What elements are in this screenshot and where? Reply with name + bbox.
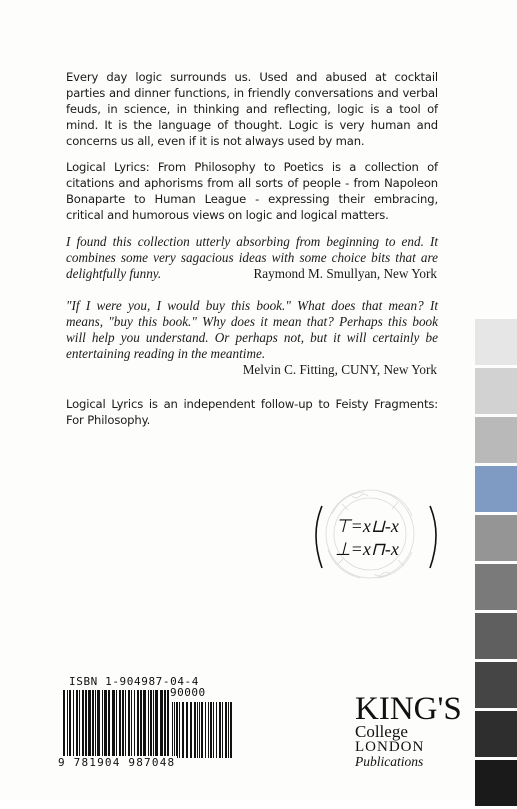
color-swatch [475,417,517,463]
publisher-logo [355,691,462,769]
endorsement-quote-1: I found this collection utterly absorbing from beginning to end. It combines some very sagacious ideas with some choice bits that are delightfully funny. [66,234,438,281]
color-swatch [475,662,517,708]
color-swatch-strip [475,319,517,809]
color-swatch [475,760,517,806]
color-swatch [475,564,517,610]
publisher-line-2: College [355,722,408,741]
color-swatch [475,319,517,365]
color-swatch [475,613,517,659]
description-paragraph-1: Every day logic surrounds us. Used and abused at cocktail parties and dinner functions, in friendly conversations and verbal feuds, in science, in thinking and reflecting, logic is a tool of mind. It is the language of thought. Logic is very human and concerns us all, even if it is not always used by man. [66,70,438,148]
logo-formula-top: ⊤=x⊔-x [335,516,399,536]
isbn-label: ISBN 1-904987-04-4 [69,675,200,688]
endorsement-author-2: Melvin C. Fitting, CUNY, New York [242,362,437,377]
color-swatch [475,368,517,414]
description-paragraph-2: Logical Lyrics: From Philosophy to Poetics is a collection of citations and aphorisms from all sorts of people - from Napoleon Bonaparte to Human League - expressing their embracing, critical and humorous views on logic and logical matters. [66,160,438,222]
publisher-line-3: LONDON [355,739,425,755]
isbn-digits: 9 781904 987048 [58,756,176,769]
color-swatch [475,466,517,512]
barcode-icon [60,686,235,766]
publisher-line-1: KING'S [355,691,462,727]
endorsement-author-1: Raymond M. Smullyan, New York [253,266,437,281]
logo-formula-bottom: ⊥=x⊓-x [335,539,399,559]
right-paren-icon [430,506,436,568]
price-code: 90000 [170,686,206,699]
publisher-line-4: Publications [355,754,424,769]
color-swatch [475,515,517,561]
description-paragraph-3: Logical Lyrics is an independent follow-up to Feisty Fragments: For Philosophy. [66,397,438,427]
endorsement-quote-2: "If I were you, I would buy this book." What does that mean? It means, "buy this book." Why does it mean that? Perhaps this book will help you understand. Or perhaps not, but it will certainly be entertaining reading in the meantime. [66,298,438,361]
left-paren-icon [316,506,322,568]
color-swatch [475,711,517,757]
